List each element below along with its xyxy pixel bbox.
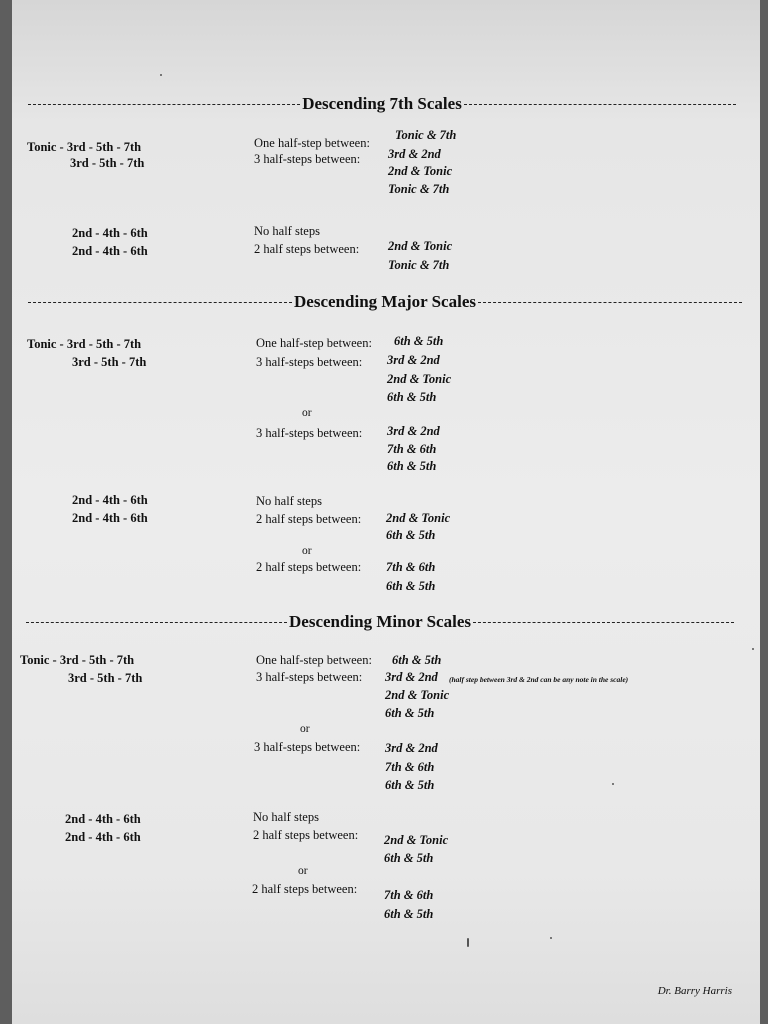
label-three-half-steps: 3 half-steps between: (256, 670, 363, 684)
label-two-half-steps: 2 half steps between: (254, 242, 360, 256)
label-one-half-step: One half-step between: (254, 136, 370, 150)
heading-rule-right (473, 622, 734, 623)
interval-value: 7th & 6th (385, 760, 435, 774)
heading-rule-right (464, 104, 736, 105)
or-separator: or (300, 723, 310, 735)
or-separator: or (298, 865, 308, 877)
label-no-half-steps: No half steps (254, 224, 320, 238)
interval-value: 6th & 5th (387, 459, 437, 473)
label-no-half-steps: No half steps (253, 810, 319, 824)
label-one-half-step: One half-step between: (256, 653, 372, 667)
paper-speck (550, 937, 552, 939)
interval-value: 7th & 6th (387, 442, 437, 456)
label-three-half-steps: 3 half-steps between: (254, 740, 361, 754)
heading-rule-left (28, 104, 300, 105)
interval-value: 6th & 5th (385, 778, 435, 792)
pattern-line: 2nd - 4th - 6th (72, 493, 148, 507)
interval-value: 6th & 5th (386, 528, 436, 542)
interval-value: 6th & 5th (384, 851, 434, 865)
interval-value: 6th & 5th (384, 907, 434, 921)
pattern-line: 2nd - 4th - 6th (72, 511, 148, 525)
heading-text: Descending Minor Scales (289, 612, 471, 631)
heading-rule-left (28, 302, 292, 303)
author-signature: Dr. Barry Harris (657, 985, 732, 997)
interval-value: 2nd & Tonic (386, 511, 451, 525)
interval-value: 6th & 5th (387, 390, 437, 404)
paper-speck (160, 74, 162, 76)
interval-value: 6th & 5th (392, 653, 442, 667)
label-no-half-steps: No half steps (256, 494, 322, 508)
heading-rule-left (26, 622, 287, 623)
interval-value: 2nd & Tonic (384, 833, 449, 847)
label-three-half-steps: 3 half-steps between: (256, 355, 363, 369)
pattern-line: Tonic - 3rd - 5th - 7th (20, 653, 135, 667)
pattern-line: 3rd - 5th - 7th (70, 156, 145, 170)
pattern-line: 3rd - 5th - 7th (72, 355, 147, 369)
or-separator: or (302, 407, 312, 419)
pattern-line: 2nd - 4th - 6th (65, 830, 141, 844)
interval-value: Tonic & 7th (388, 258, 450, 272)
interval-value: 3rd & 2nd (385, 741, 438, 755)
heading-text: Descending 7th Scales (302, 94, 462, 113)
section-heading-7th (28, 94, 736, 114)
label-three-half-steps: 3 half-steps between: (254, 152, 361, 166)
interval-value: 3rd & 2nd (387, 424, 440, 438)
footnote-annotation: (half step between 3rd & 2nd can be any note in the scale) (449, 675, 629, 684)
label-two-half-steps: 2 half steps between: (253, 828, 359, 842)
pattern-line: 2nd - 4th - 6th (72, 244, 148, 258)
pattern-line: 2nd - 4th - 6th (72, 226, 148, 240)
or-separator: or (302, 545, 312, 557)
interval-value: 3rd & 2nd (387, 353, 440, 367)
label-one-half-step: One half-step between: (256, 336, 372, 350)
pattern-line: Tonic - 3rd - 5th - 7th (27, 337, 142, 351)
label-two-half-steps: 2 half steps between: (256, 560, 362, 574)
interval-value: Tonic & 7th (395, 128, 457, 142)
section-heading-minor (26, 612, 734, 632)
interval-value: Tonic & 7th (388, 182, 450, 196)
interval-value: 2nd & Tonic (387, 372, 452, 386)
label-two-half-steps: 2 half steps between: (252, 882, 358, 896)
label-three-half-steps: 3 half-steps between: (256, 426, 363, 440)
interval-value: 3rd & 2nd (385, 670, 438, 684)
pattern-line: 2nd - 4th - 6th (65, 812, 141, 826)
paper-speck (612, 783, 614, 785)
interval-value: 7th & 6th (386, 560, 436, 574)
heading-text: Descending Major Scales (294, 292, 476, 311)
paper-speck (752, 648, 754, 650)
heading-rule-right (478, 302, 742, 303)
pattern-line: Tonic - 3rd - 5th - 7th (27, 140, 142, 154)
interval-value: 6th & 5th (386, 579, 436, 593)
interval-value: 2nd & Tonic (388, 164, 453, 178)
interval-value: 7th & 6th (384, 888, 434, 902)
interval-value: 2nd & Tonic (388, 239, 453, 253)
pattern-line: 3rd - 5th - 7th (68, 671, 143, 685)
section-heading-major (28, 292, 742, 312)
interval-value: 3rd & 2nd (388, 147, 441, 161)
label-two-half-steps: 2 half steps between: (256, 512, 362, 526)
interval-value: 6th & 5th (394, 334, 444, 348)
interval-value: 6th & 5th (385, 706, 435, 720)
interval-value: 2nd & Tonic (385, 688, 450, 702)
paper-speck (467, 938, 469, 947)
